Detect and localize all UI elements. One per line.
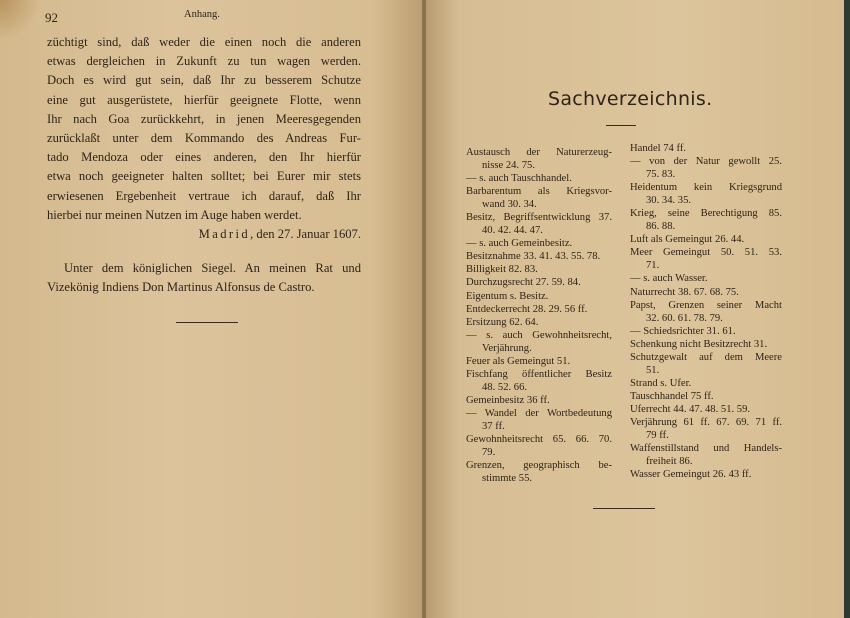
- index-entry-text: Gewohnheitsrecht 65. 66. 70.: [466, 434, 612, 446]
- index-entry: [466, 368, 612, 394]
- index-entry-text: Handel 74 ff.: [630, 143, 686, 154]
- index-entry-continuation: 48. 52. 66.: [482, 381, 528, 393]
- index-entry-text: Krieg, seine Berechtigung 85.: [630, 208, 782, 220]
- text-line: etwa noch geeigneter halten solltet; bei Eurer mir stets: [47, 169, 361, 184]
- index-entry-text: Gemeinbesitz 36 ff.: [466, 394, 550, 406]
- index-entry: [630, 390, 782, 403]
- index-entry-text: Naturrecht 38. 67. 68. 75.: [630, 286, 739, 298]
- index-entry: [466, 433, 612, 459]
- index-entry-continuation: 40. 42. 44. 47.: [482, 225, 543, 237]
- running-head: Anhang.: [184, 9, 220, 20]
- index-entry-text: — s. auch Gewohnheitsrecht,: [466, 329, 612, 341]
- text-line: tado Mendoza oder eines anderen, den Ihr hierfür: [47, 150, 361, 165]
- index-entry: [466, 211, 612, 237]
- index-entry-continuation: 75. 83.: [646, 169, 676, 181]
- index-entry: [466, 146, 612, 172]
- signature-block: [47, 259, 361, 297]
- index-entry: [630, 155, 782, 181]
- date-place: Madrid: [198, 227, 251, 242]
- index-entry-text: Papst, Grenzen seiner Macht: [630, 299, 782, 311]
- index-entry-text: Feuer als Gemeingut 51.: [466, 355, 571, 367]
- index-entry-continuation: 71.: [646, 260, 660, 272]
- index-entry-text: — Schiedsrichter 31. 61.: [630, 325, 736, 337]
- index-entry-text: Fischfang öffentlicher Besitz: [466, 368, 612, 380]
- index-entry-text: Ersitzung 62. 64.: [466, 316, 539, 328]
- index-entry: [466, 316, 612, 329]
- page-number: 92: [45, 10, 58, 25]
- index-entry-text: Schenkung nicht Besitzrecht 31.: [630, 338, 768, 350]
- index-entry: [630, 416, 782, 442]
- text-line: Doch es wird gut sein, daß Ihr zu besserem Schutze: [47, 73, 361, 88]
- index-entry-text: Strand s. Ufer.: [630, 377, 692, 389]
- letter-text: [47, 33, 361, 298]
- index-entry-text: Entdeckerrecht 28. 29. 56 ff.: [466, 303, 588, 315]
- index-entry-text: Eigentum s. Besitz.: [466, 290, 549, 302]
- index-entry-text: Durchzugsrecht 27. 59. 84.: [466, 277, 581, 289]
- index-entry: [466, 459, 612, 485]
- index-entry-continuation: wand 30. 34.: [482, 199, 537, 211]
- index-entry-text: Wasser Gemeingut 26. 43 ff.: [630, 469, 752, 481]
- index-entry-continuation: 79.: [482, 447, 496, 459]
- index-entry-text: Schutzgewalt auf dem Meere: [630, 351, 782, 363]
- index-entry-continuation: 79 ff.: [646, 430, 669, 442]
- index-entry: [630, 442, 782, 468]
- index-column-right: [630, 142, 782, 481]
- title-rule: [606, 125, 636, 126]
- index-entry-continuation: Verjährung.: [482, 342, 532, 354]
- index-entry: [630, 403, 782, 416]
- index-entry: [630, 181, 782, 207]
- index-entry-text: Verjährung 61 ff. 67. 69. 71 ff.: [630, 416, 782, 428]
- index-entry-continuation: freiheit 86.: [646, 456, 693, 468]
- index-entry: [630, 272, 782, 285]
- index-entry-text: — von der Natur gewollt 25.: [630, 156, 782, 168]
- index-entry-continuation: 37 ff.: [482, 420, 505, 432]
- index-entry: [466, 172, 612, 185]
- index-entry-text: Besitznahme 33. 41. 43. 55. 78.: [466, 251, 601, 263]
- index-entry: [466, 237, 612, 250]
- index-entry: [466, 355, 612, 368]
- index-entry: [466, 290, 612, 303]
- index-entry-text: Meer Gemeingut 50. 51. 53.: [630, 247, 782, 259]
- text-line: etwas dergleichen in Zukunft zu tun wagen werden.: [47, 54, 361, 69]
- text-line: eine gut ausgerüstete, hierfür geeignete Flotte, wenn: [47, 92, 361, 107]
- text-line: zurücklaßt unter dem Kommando des Andreas Fur-: [47, 131, 361, 146]
- signature-line: Unter dem königlichen Siegel. An meinen Rat und: [64, 261, 361, 276]
- index-entry: [466, 185, 612, 211]
- index-entry: [630, 299, 782, 325]
- index-entry-text: Grenzen, geographisch be-: [466, 460, 612, 472]
- index-entry: [466, 407, 612, 433]
- index-entry-text: Luft als Gemeingut 26. 44.: [630, 234, 745, 246]
- index-entry-text: — s. auch Tauschhandel.: [466, 173, 572, 185]
- index-entry: [630, 207, 782, 233]
- text-line: hierbei nur meinen Nutzen im Auge haben werdet.: [47, 207, 302, 222]
- index-title: Sachverzeichnis.: [548, 88, 713, 110]
- signature-line: Vizekönig Indiens Don Martinus Alfonsus de Castro.: [47, 280, 315, 295]
- text-line: Ihr nach Goa zurückkehrt, in jenen Meeresgegenden: [47, 111, 361, 126]
- index-entry-continuation: 51.: [646, 364, 660, 376]
- page-stain: [0, 0, 40, 40]
- index-entry-text: Barbarentum als Kriegsvor-: [466, 186, 612, 198]
- index-entry: [630, 233, 782, 246]
- index-entry-text: Heidentum kein Kriegsgrund: [630, 182, 782, 194]
- index-entry-continuation: stimmte 55.: [482, 473, 533, 485]
- text-line: züchtigt sind, daß weder die einen noch die anderen: [47, 35, 361, 49]
- index-entry-text: Tauschhandel 75 ff.: [630, 390, 714, 402]
- text-line: erwiesenen Ergebenheit vertraue ich darauf, daß Ihr: [47, 188, 361, 203]
- end-rule: [176, 322, 238, 323]
- index-entry: [466, 303, 612, 316]
- index-entry-text: Austausch der Naturerzeug-: [466, 147, 612, 158]
- index-entry: [630, 142, 782, 155]
- index-entry: [466, 394, 612, 407]
- index-entry: [630, 351, 782, 377]
- index-entry: [630, 286, 782, 299]
- book-cover-edge: [844, 0, 850, 618]
- dateline: [47, 225, 361, 244]
- index-entry: [466, 329, 612, 355]
- index-entry: [630, 246, 782, 272]
- index-entry-continuation: 86. 88.: [646, 221, 676, 233]
- index-entry: [630, 468, 782, 481]
- index-entry-continuation: 32. 60. 61. 78. 79.: [646, 312, 723, 324]
- index-column-left: [466, 146, 612, 485]
- index-entry-text: Billigkeit 82. 83.: [466, 264, 538, 276]
- index-entry: [466, 263, 612, 276]
- end-rule: [593, 508, 655, 509]
- index-entry-continuation: nisse 24. 75.: [482, 160, 535, 172]
- index-entry-continuation: 30. 34. 35.: [646, 195, 692, 207]
- index-entry: [630, 377, 782, 390]
- index-entry-text: — Wandel der Wortbedeutung: [466, 407, 612, 419]
- date-text: , den 27. Januar 1607.: [250, 227, 361, 242]
- index-entry: [466, 250, 612, 263]
- index-entry-text: — s. auch Gemeinbesitz.: [466, 238, 573, 250]
- index-entry-text: Waffenstillstand und Handels-: [630, 443, 782, 455]
- index-entry: [630, 338, 782, 351]
- index-entry: [466, 276, 612, 289]
- index-entry-text: Besitz, Begriffsentwicklung 37.: [466, 212, 612, 224]
- index-entry: [630, 325, 782, 338]
- left-page: [0, 0, 424, 618]
- index-entry-text: — s. auch Wasser.: [630, 273, 708, 285]
- index-entry-text: Uferrecht 44. 47. 48. 51. 59.: [630, 403, 751, 415]
